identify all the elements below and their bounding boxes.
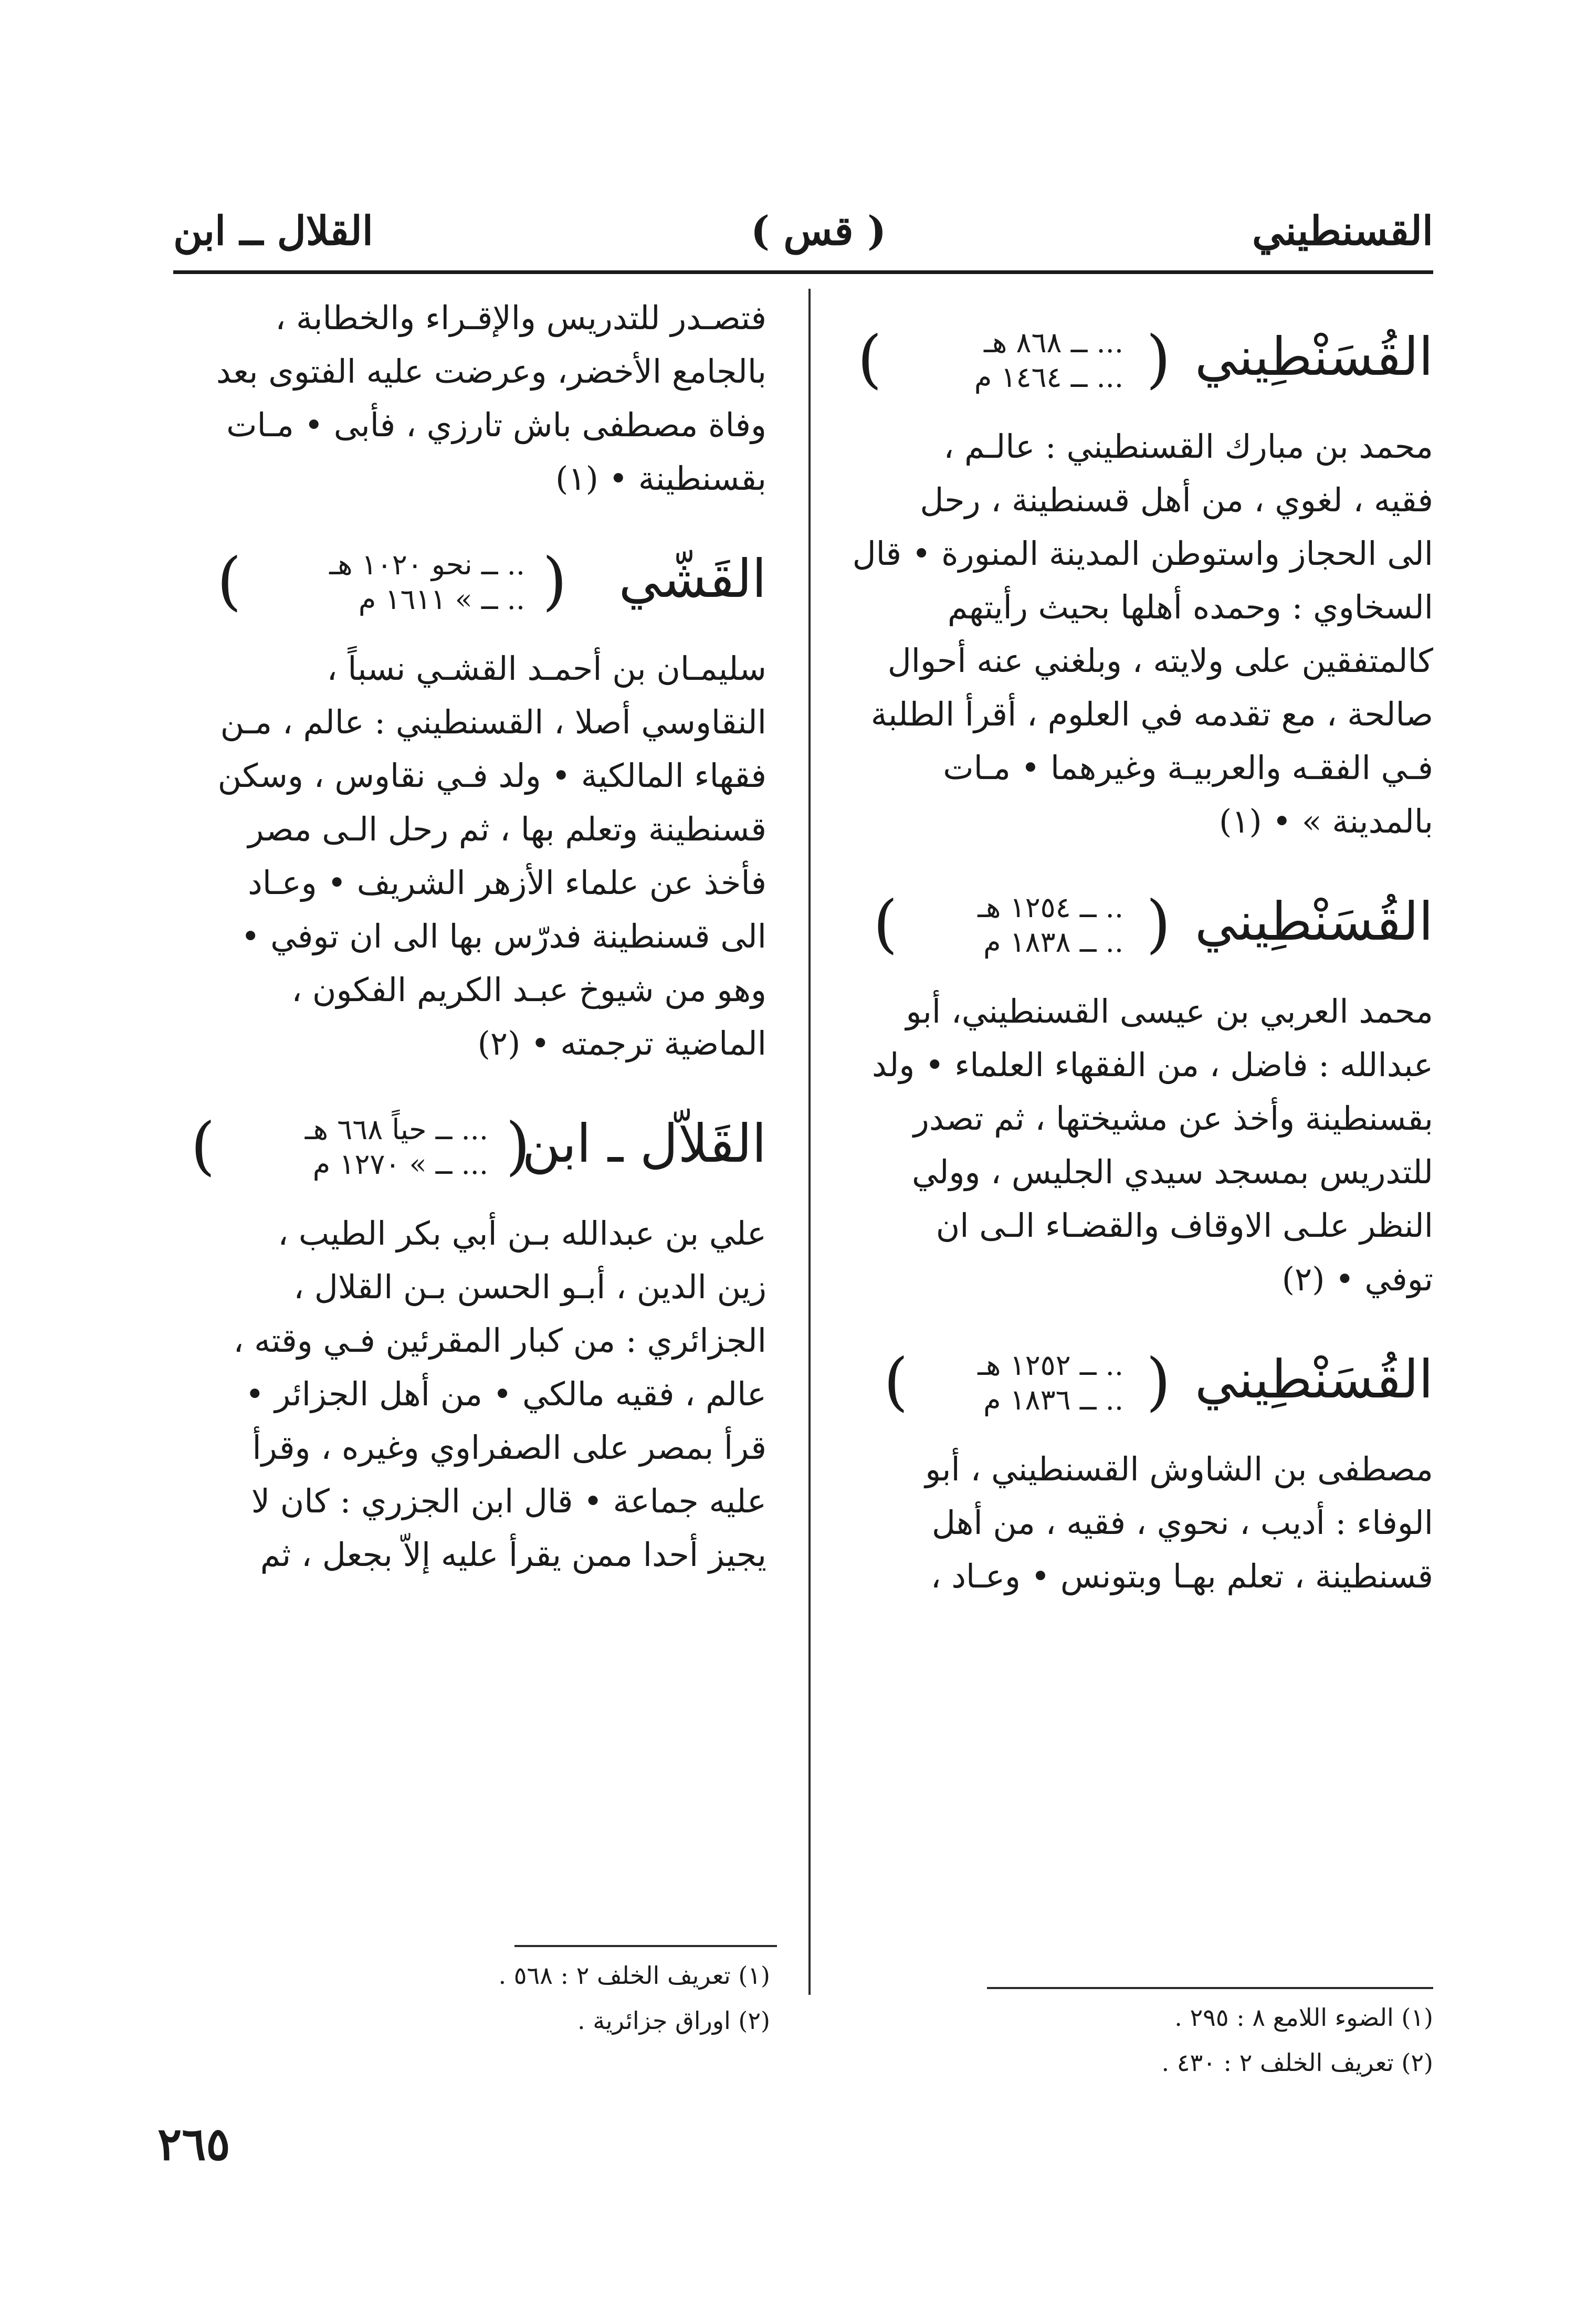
entry [835,869,1433,1306]
header-section-letters: ( قس ) [751,207,887,254]
text-line: فقيه ، لغوي ، من أهل قسنطينة ، رحل [920,481,1433,519]
text-line: قسنطينة وتعلم بها ، ثم رحل الـى مصر [248,810,766,848]
opening-parenthesis: ( [542,545,567,618]
left-column [168,283,766,1582]
text-line: الى قسنطينة فدرّس بها الى ان توفي • [240,917,766,955]
footnote: (١) تعريف الخلف ٢ : ٥٦٨ . [498,1961,770,1990]
entry-dates [978,890,1123,960]
entry-name: القُسَنْطِيني [1195,1349,1433,1410]
text-line: توفي • (٢) [1281,1260,1433,1298]
text-line: محمد العربي بن عيسى القسنطيني، أبو [906,992,1433,1030]
text-line: عليه جماعة • قال ابن الجزري : كان لا [251,1482,766,1520]
text-line: عالم ، فقيه مالكي • من أهل الجزائر • [245,1375,766,1413]
text-line: وفاة مصطفى باش تارزي ، فأبى • مـات [226,406,766,444]
header-left-title: القلال ــ ابن [173,207,373,254]
footnote: (١) الضوء اللامع ٨ : ٢٩٥ . [1174,2003,1433,2032]
text-line: قرأ بمصر على الصفراوي وغيره ، وقرأ [252,1428,766,1467]
entry-dates [329,548,525,617]
entry [168,527,766,1070]
date-hijri: .. ــ ١٢٥٢ هـ [978,1349,1123,1382]
entry-text [835,420,1433,848]
text-line: فتصـدر للتدريس والإقـراء والخطابة ، [275,299,766,337]
text-line: قسنطينة ، تعلم بهـا وبتونس • وعـاد ، [930,1557,1433,1595]
entry-dates [978,1348,1123,1417]
entry-text [835,1443,1433,1603]
entry-text [835,985,1433,1306]
continued-text [168,291,766,506]
text-line: الوفاء : أديب ، نحوي ، فقيه ، من أهل [931,1503,1433,1542]
right-column [835,283,1433,1603]
entry-heading [835,304,1433,409]
text-line: سليمـان بن أحمـد القشـي نسباً ، [327,649,766,688]
running-header [173,202,1433,281]
text-line: مصطفى بن الشاوش القسنطيني ، أبو [925,1450,1433,1488]
footnotes-left [499,1953,770,2043]
closing-parenthesis: ) [191,1110,215,1183]
text-line: للتدريس بمسجد سيدي الجليس ، وولي [911,1153,1433,1191]
opening-parenthesis: ( [1146,1345,1171,1418]
text-line: محمد بن مبارك القسنطيني : عالـم ، [943,427,1433,466]
footnotes-right [1162,1995,1433,2085]
entry [835,304,1433,848]
closing-parenthesis: ) [857,323,882,396]
text-line: صالحة ، مع تقدمه في العلوم ، أقرأ الطلبة [870,695,1433,733]
date-gregorian: .. ــ ١٨٣٨ م [983,926,1123,959]
header-rule [173,270,1433,274]
text-line: بالجامع الأخضر، وعرضت عليه الفتوى بعد [216,352,766,391]
date-hijri: .. ــ نحو ١٠٢٠ هـ [329,548,525,581]
entry-heading [835,1327,1433,1432]
entry [835,1327,1433,1603]
entry-text [168,642,766,1070]
text-line: النقاوسي أصلا ، القسنطيني : عالم ، مـن [220,703,766,741]
entry-dates [305,1112,488,1182]
footnote: (٢) اوراق جزائرية . [577,2006,770,2035]
date-gregorian: ... ــ ١٤٦٤ م [974,361,1123,394]
text-line: وهو من شيوخ عبـد الكريم الفكون ، [291,971,766,1009]
text-line: فـي الفقـه والعربيـة وغيرهما • مـات [943,749,1433,787]
closing-parenthesis: ) [873,888,898,961]
text-line: بقسنطينة • (١) [555,459,766,498]
entry-name: القُسَنْطِيني [1195,891,1433,952]
text-line: بقسنطينة وأخذ عن مشيختها ، ثم تصدر [913,1099,1433,1138]
entry [168,1091,766,1582]
opening-parenthesis: ( [506,1110,530,1183]
footnote-rule [514,1945,777,1947]
text-line: فأخذ عن علماء الأزهر الشريف • وعـاد [248,864,766,902]
date-hijri: ... ــ ٨٦٨ هـ [984,326,1123,359]
date-hijri: ... ــ حياً ٦٦٨ هـ [304,1113,488,1146]
footnote: (٢) تعريف الخلف ٢ : ٤٣٠ . [1161,2048,1433,2077]
footnote-rule [987,1987,1433,1989]
entry-name: القُسَنْطِيني [1195,326,1433,387]
text-line: الى الحجاز واستوطن المدينة المنورة • قال [852,534,1433,573]
entry-dates [974,325,1123,395]
date-hijri: .. ــ ١٢٥٤ هـ [978,891,1123,924]
text-line: النظر علـى الاوقاف والقضـاء الـى ان [936,1206,1433,1245]
text-line: السخاوي : وحمده أهلها بحيث رأيتهم [947,588,1433,626]
header-right-title: القسنطيني [1252,207,1433,254]
closing-parenthesis: ) [884,1345,908,1418]
date-gregorian: ... ــ » ١٢٧٠ م [312,1148,488,1181]
opening-parenthesis: ( [1146,323,1171,396]
entry-heading [168,1091,766,1196]
text-line: عبدالله : فاضل ، من الفقهاء العلماء • ولد [871,1046,1433,1084]
text-line: يجيز أحدا ممن يقرأ عليه إلاّ بجعل ، ثم [260,1536,766,1574]
opening-parenthesis: ( [1146,888,1171,961]
date-gregorian: .. ــ » ١٦١١ م [358,583,525,616]
text-line: علي بن عبدالله بـن أبي بكر الطيب ، [278,1214,766,1253]
entry-heading [168,527,766,632]
page-number: ٢٦٥ [157,2118,230,2171]
text-line: زين الدين ، أبـو الحسن بـن القلال ، [293,1268,766,1306]
date-gregorian: .. ــ ١٨٣٦ م [983,1383,1123,1416]
entry-heading [835,869,1433,974]
text-line: الجزائري : من كبار المقرئين فـي وقته ، [233,1321,766,1360]
entry-name: القَلاّل ـ ابن [522,1113,766,1174]
entry-name: القَشّي [618,548,766,609]
text-line: فقهاء المالكية • ولد فـي نقاوس ، وسكن [217,756,766,795]
text-line: كالمتفقين على ولايته ، وبلغني عنه أحوال [887,642,1433,680]
text-line: الماضية ترجمته • (٢) [477,1024,766,1063]
column-divider [808,289,811,1995]
text-line: بالمدينة » • (١) [1219,802,1433,840]
entry-text [168,1207,766,1582]
closing-parenthesis: ) [217,545,241,618]
